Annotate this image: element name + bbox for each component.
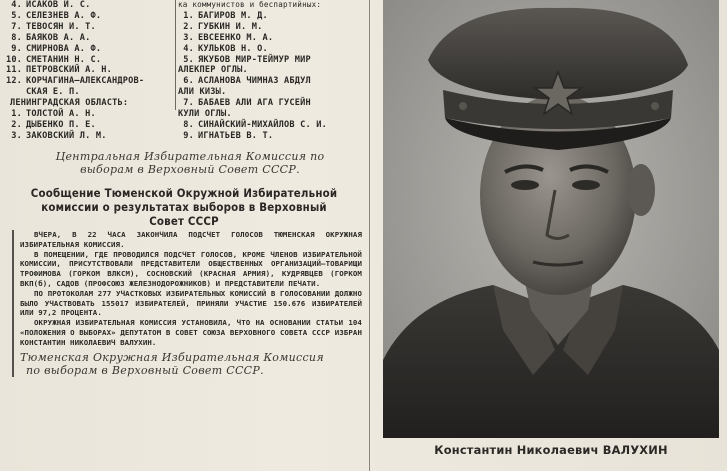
item-number: 4. (11, 0, 22, 10)
central-commission-signature (20, 150, 360, 176)
article-title-line: Сообщение Тюменской Окружной Избирательной (30, 186, 338, 200)
region-heading: ЛЕНИНГРАДСКАЯ ОБЛАСТЬ: (10, 98, 129, 109)
candidate-name: АЛЕКПЕР ОГЛЫ. (178, 65, 248, 76)
article-paragraph: В ПОМЕЩЕНИИ, ГДЕ ПРОВОДИЛСЯ ПОДСЧЕТ ГОЛОСОВ, КРОМЕ ЧЛЕНОВ ИЗБИРАТЕЛЬНОЙ КОМИССИИ, ПРИСУТСТВОВАЛИ ПРЕДСТАВИТЕЛИ ОБЩЕСТВЕННЫХ ОРГАНИЗАЦИЙ—ТОВАРИЩИ ТРОФИМОВА (ГОРКОМ ВЛКСМ), СОСНОВСКИЙ (КРАСНАЯ АРМИЯ), КУДРЯВЦЕВ (ГОРКОМ ВКП(б), САДОВ (ПРОФСОЮЗ ЖЕЛЕЗНОДОРОЖНИКОВ) И ПРЕДСТАВИТЕЛИ ПЕЧАТИ. (20, 249, 362, 288)
candidate-name: ГУБКИН И. М. (198, 21, 263, 32)
article-paragraph: ВЧЕРА, В 22 ЧАСА ЗАКОНЧИЛА ПОДСЧЕТ ГОЛОСОВ ТЮМЕНСКАЯ ОКРУЖНАЯ ИЗБИРАТЕЛЬНАЯ КОМИССИЯ. (20, 230, 362, 249)
candidate-name: ПЕТРОВСКИЙ А. Н. (26, 65, 112, 76)
candidate-list (6, 0, 176, 142)
list-item (178, 22, 362, 33)
candidate-name: БАГИРОВ М. Д. (198, 10, 268, 21)
candidate-name: БАБАЕВ АЛИ АГА ГУСЕЙН (198, 98, 311, 109)
list-heading: ка коммунистов и беспартийных: (178, 0, 322, 9)
list-item (178, 33, 362, 44)
item-number: 9. (183, 130, 194, 141)
article-paragraph: ПО ПРОТОКОЛАМ 277 УЧАСТКОВЫХ ИЗБИРАТЕЛЬНЫХ КОМИССИЙ В ГОЛОСОВАНИИ ДОЛЖНО БЫЛО УЧАСТВОВАТЬ 155017 ИЗБИРАТЕЛЕЙ, ПРИНЯЛИ УЧАСТИЕ 150.676 ИЗБИРАТЕЛЕЙ ИЛИ 97,2 ПРОЦЕНТА. (20, 288, 362, 318)
list-item (6, 33, 176, 44)
item-number: 8. (183, 119, 194, 130)
article-title-line: Совет СССР (149, 214, 219, 228)
article-title (6, 186, 362, 228)
middle-candidate-list (178, 0, 362, 142)
candidate-name: БАЯКОВ А. А. (26, 32, 91, 43)
candidate-name: ИСАКОВ И. С. (26, 0, 91, 10)
list-item-continuation: СКАЯ Е. П. (26, 87, 80, 98)
list-item (6, 109, 176, 120)
candidate-list (178, 0, 362, 142)
list-item (6, 76, 176, 87)
list-item (6, 0, 176, 11)
article-title-line: комиссии о результатах выборов в Верховный (41, 200, 327, 214)
signature-line: Тюменская Окружная Избирательная Комиссия (20, 350, 324, 364)
candidate-name: ЕВСЕЕНКО М. А. (198, 32, 274, 43)
item-number: 9. (11, 43, 22, 54)
list-item (6, 44, 176, 55)
item-number: 3. (11, 130, 22, 141)
list-item (6, 65, 176, 76)
item-number: 5. (183, 54, 194, 65)
item-number: 1. (11, 109, 22, 120)
portrait-illustration (383, 0, 719, 438)
list-item (178, 44, 362, 55)
candidate-name: СИНАЙСКИЙ-МИХАЙЛОВ С. И. (198, 119, 327, 130)
candidate-name: ЗАКОВСКИЙ Л. М. (26, 130, 107, 141)
list-item (6, 55, 176, 66)
list-item (178, 11, 362, 22)
candidate-name: ТОЛСТОЙ А. Н. (26, 109, 96, 120)
candidate-name: ДЫБЕНКО П. Е. (26, 119, 96, 130)
item-number: 12. (6, 76, 23, 87)
list-item (6, 131, 176, 142)
item-number: 5. (11, 10, 22, 21)
candidate-name: КОРЧАГИНА—АЛЕКСАНДРОВ- (26, 76, 145, 87)
candidate-name: АЛИ КИЗЫ. (178, 87, 227, 98)
photo-caption: Константин Николаевич ВАЛУХИН (434, 443, 668, 457)
article-paragraph: ОКРУЖНАЯ ИЗБИРАТЕЛЬНАЯ КОМИССИЯ УСТАНОВИЛА, ЧТО НА ОСНОВАНИИ СТАТЬИ 104 «ПОЛОЖЕНИЯ О ВЫБОРАХ» ДЕПУТАТОМ В СОВЕТ СОЮЗА ВЕРХОВНОГО СОВЕТА СССР ИЗБРАН КОНСТАНТИН НИКОЛАЕВИЧ ВАЛУХИН. (20, 318, 362, 347)
list-item (6, 22, 176, 33)
item-number: 8. (11, 32, 22, 43)
candidate-name: КУЛИ ОГЛЫ. (178, 109, 232, 120)
item-number: 10. (6, 54, 23, 65)
candidate-name: ТЕВОСЯН И. Т. (26, 21, 96, 32)
candidate-name: СМЕТАНИН Н. С. (26, 54, 102, 65)
left-candidate-list (6, 0, 176, 142)
candidate-name: СМИРНОВА А. Ф. (26, 43, 102, 54)
item-number: 1. (183, 10, 194, 21)
list-item (178, 109, 362, 120)
list-item (178, 55, 362, 66)
item-number: 2. (183, 21, 194, 32)
item-number: 6. (183, 76, 194, 87)
signature-line: по выборам в Верховный Совет СССР. (26, 363, 264, 377)
list-item (178, 65, 362, 76)
item-number: 7. (11, 21, 22, 32)
candidate-name: КУЛЬКОВ Н. О. (198, 43, 268, 54)
item-number: 7. (183, 98, 194, 109)
list-item (178, 76, 362, 87)
list-item (178, 120, 362, 131)
signature-line: выборам в Верховный Совет СССР. (80, 163, 300, 176)
item-number: 3. (183, 32, 194, 43)
signature-line: Центральная Избирательная Комиссия по (55, 150, 325, 163)
item-number: 11. (6, 65, 23, 76)
candidate-name: ЯКУБОВ МИР-ТЕЙМУР МИР (198, 54, 311, 65)
candidate-name: АСЛАНОВА ЧИМНАЗ АБДУЛ (198, 76, 311, 87)
portrait-photo (383, 0, 719, 438)
list-item (6, 11, 176, 22)
list-item (6, 120, 176, 131)
item-number: 4. (183, 43, 194, 54)
article-body (12, 230, 362, 377)
column-rule-right (369, 0, 370, 471)
candidate-name: СЕЛЕЗНЕВ А. Ф. (26, 10, 102, 21)
list-item (178, 131, 362, 142)
list-item (178, 87, 362, 98)
announcement-article (6, 186, 362, 377)
list-item (178, 98, 362, 109)
item-number: 2. (11, 119, 22, 130)
tyumen-commission-signature (20, 351, 362, 377)
candidate-name: ИГНАТЬЕВ В. Т. (198, 130, 274, 141)
